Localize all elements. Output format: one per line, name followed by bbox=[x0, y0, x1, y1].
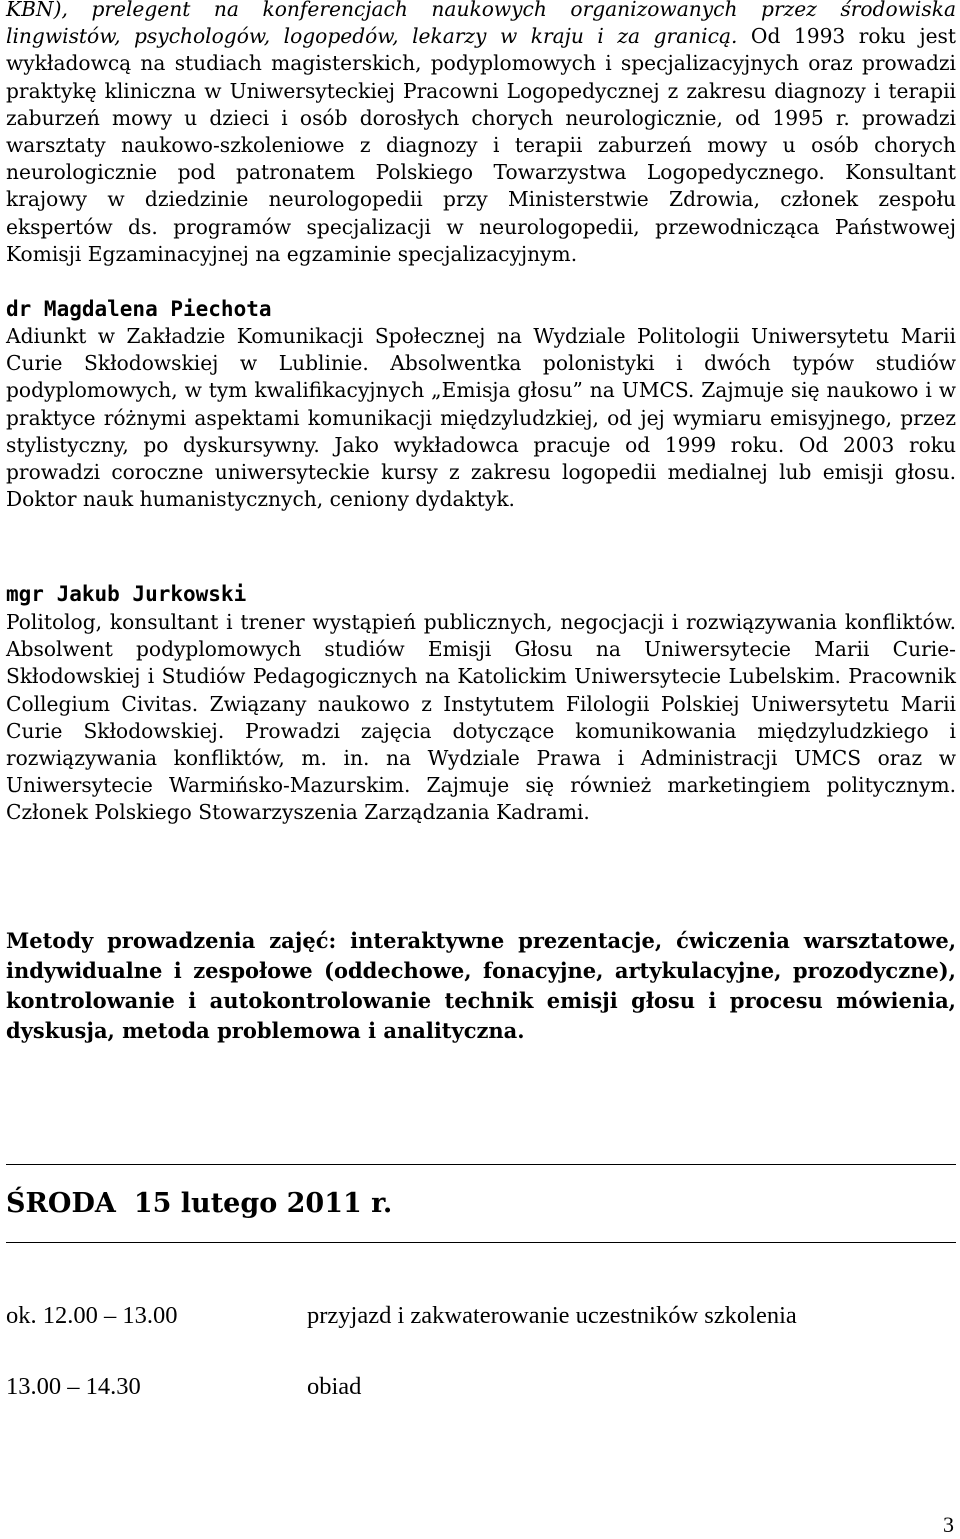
day-heading bbox=[6, 1185, 392, 1223]
bio-paragraph-piechota: Adiunkt w Zakładzie Komunikacji Społecznej na Wydziale Politologii Uniwersytetu Marii Curie Skłodowskiej w Lublinie. Absolwentka polonistyki i dwóch typów studiów podyplomowych, w tym kwalifikacyjnych „Emisja głosu” na UMCS. Zajmuje się naukowo i w praktyce różnymi aspektami komunikacji międzyludzkiej, od jej wymiaru emisyjnego, przez stylistyczny, po dyskursywny. Jako wykładowca pracuje od 1999 roku. Od 2003 roku prowadzi coroczne uniwersyteckie kursy z zakresu logopedii medialnej lub emisji głosu. Doktor nauk humanistycznych, ceniony dydaktyk. bbox=[6, 324, 956, 512]
schedule-activity-2: obiad bbox=[307, 1373, 362, 1400]
schedule-time-2: 13.00 – 14.30 bbox=[6, 1373, 141, 1400]
bio-paragraph-1 bbox=[6, 0, 956, 268]
person-name-piechota: dr Magdalena Piechota bbox=[6, 297, 272, 321]
bio-1-italic-part: KBN), prelegent na konferencjach naukowych organizowanych przez środowiska lingwistów, psychologów, logopedów, lekarzy w kraju i za granicą. bbox=[6, 0, 956, 49]
divider-top bbox=[6, 1164, 956, 1165]
bio-1-roman-part: Od 1993 roku jest wykładowcą na studiach magisterskich, podyplomowych i specjalizacyjnych oraz prowadzi praktykę kliniczna w Uniwersyteckiej Pracowni Logopedycznej z zakresu diagnozy i terapii zaburzeń mowy u dzieci i osób dorosłych chorych neurologicznie, od 1995 r. prowadzi warsztaty naukowo-szkoleniowe z diagnozy i terapii zaburzeń mowy u osób chorych neurologicznie pod patronatem Polskiego Towarzystwa Logopedycznego. Konsultant krajowy w dziedzinie neurologopedii przy Ministerstwie Zdrowia, członek zespołu ekspertów ds. programów specjalizacji w neurologopedii, przewodnicząca Państwowej Komisji Egzaminacyjnej na egzaminie specjalizacyjnym. bbox=[6, 24, 956, 266]
page-number: 3 bbox=[943, 1512, 954, 1537]
day-date: 15 lutego 2011 r. bbox=[133, 1188, 393, 1219]
schedule-activity-1: przyjazd i zakwaterowanie uczestników szkolenia bbox=[307, 1302, 797, 1329]
divider-bottom bbox=[6, 1242, 956, 1243]
person-name-jurkowski: mgr Jakub Jurkowski bbox=[6, 582, 247, 606]
bio-paragraph-jurkowski: Politolog, konsultant i trener wystąpień publicznych, negocjacji i rozwiązywania konfliktów. Absolwent podyplomowych studiów Emisji Głosu na Uniwersytecie Marii Curie-Skłodowskiej i Studiów Pedagogicznych na Katolickim Uniwersytecie Lubelskim. Pracownik Collegium Civitas. Związany naukowo z Instytutem Filologii Polskiej Uniwersytetu Marii Curie Skłodowskiej. Prowadzi zajęcia dotyczące komunikowania międzyludzkiego i rozwiązywania konfliktów, m. in. na Wydziale Prawa i Administracji UMCS oraz w Uniwersytecie Warmińsko-Mazurskim. Zajmuje się również marketingiem politycznym. Członek Polskiego Stowarzyszenia Zarządzania Kadrami. bbox=[6, 610, 956, 825]
day-weekday: ŚRODA bbox=[6, 1188, 116, 1219]
schedule-time-1: ok. 12.00 – 13.00 bbox=[6, 1302, 178, 1329]
teaching-methods: Metody prowadzenia zajęć: interaktywne prezentacje, ćwiczenia warsztatowe, indywidualne i zespołowe (oddechowe, fonacyjne, artykulacyjne, prozodyczne), kontrolowanie i autokontrolowanie technik emisji głosu i procesu mówienia, dyskusja, metoda problemowa i analityczna. bbox=[6, 928, 956, 1043]
